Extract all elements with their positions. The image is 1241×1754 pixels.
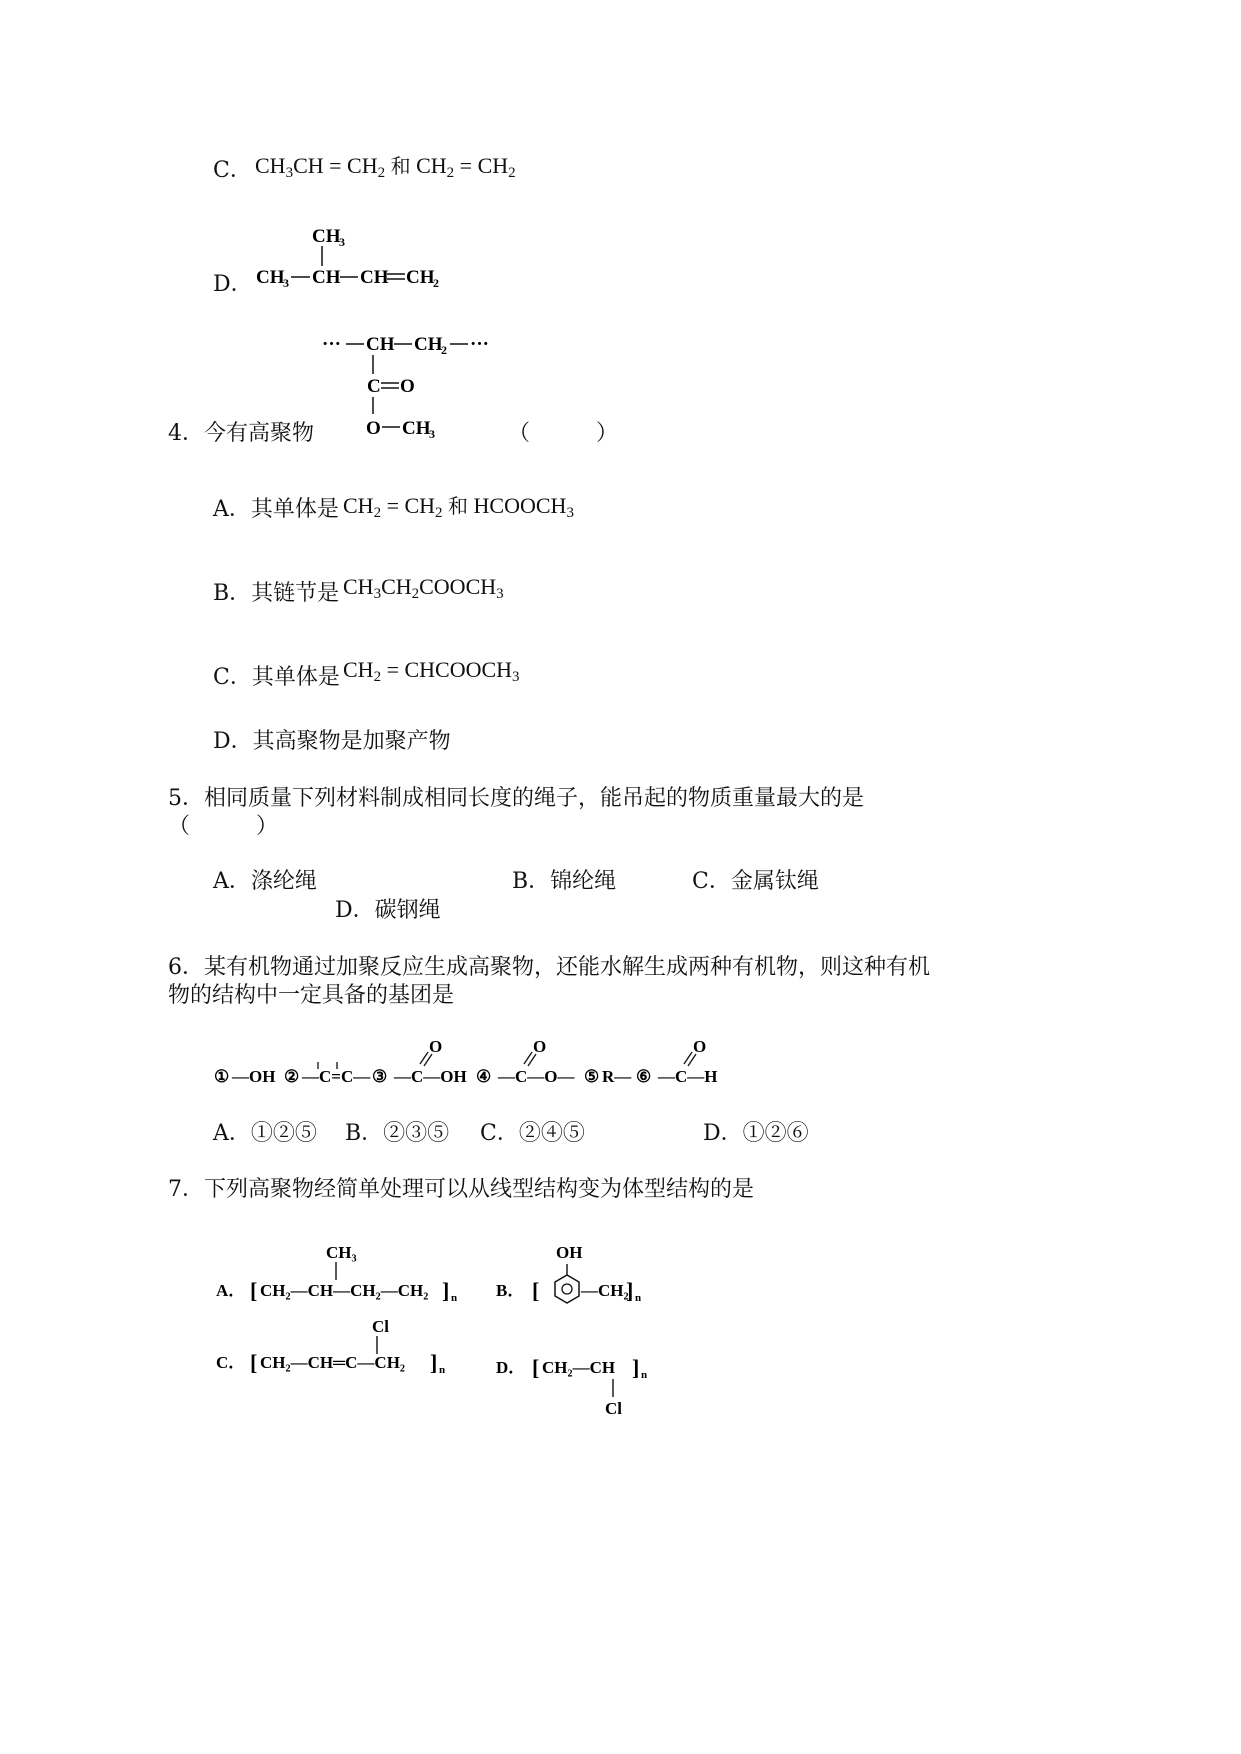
svg-text:④: ④ [476,1067,492,1086]
svg-text:—OH: —OH [232,1067,276,1086]
svg-text:①: ① [214,1067,230,1086]
svg-text:[: [ [250,1350,258,1375]
q6-functional-groups [214,1038,724,1094]
svg-text:R—: R— [602,1067,632,1086]
svg-text:]: ] [632,1355,640,1380]
svg-text:[: [ [532,1355,540,1380]
svg-text:CH: CH [402,418,431,439]
q6-option-c: C．②④⑤ [480,1121,585,1146]
q6-option-d: D．①②⑥ [703,1121,809,1146]
svg-text:CH: CH [312,226,341,247]
svg-text:CH: CH [366,334,395,355]
svg-text:O: O [366,418,381,439]
svg-text:—CH₂: —CH₂ [581,1281,629,1300]
svg-text:A．: A． [216,1281,246,1300]
q4-option-b-text: B．其链节是 [213,581,340,606]
q5-answer-bracket: （ ） [168,814,279,839]
q7-polymer-options [214,1238,664,1423]
svg-text:···: ··· [470,334,490,355]
q6-option-a: A．①②⑤ [213,1121,317,1146]
svg-text:—C—O—: —C—O— [498,1067,575,1086]
svg-text:CH₂—CH═C—CH₂: CH₂—CH═C—CH₂ [260,1353,406,1372]
q4-option-c-text: C．其单体是 [213,665,340,690]
svg-text:⑤: ⑤ [584,1067,600,1086]
q4-option-b-formula: $CH_3CH_2COOCH_3$ [343,574,504,602]
svg-text:···: ··· [322,334,342,355]
q4-option-d-text: D．其高聚物是加聚产物 [213,729,451,754]
svg-text:3: 3 [339,235,345,249]
svg-text:O: O [429,1037,443,1056]
svg-text:O: O [400,376,415,397]
q5-option-c: C．金属钛绳 [692,869,819,894]
svg-text:]: ] [442,1278,450,1303]
svg-text:CH: CH [256,267,285,288]
svg-text:CH: CH [360,267,389,288]
svg-text:—C=C—: —C=C— [302,1067,371,1086]
svg-text:CH₃: CH₃ [326,1243,357,1262]
svg-text:O: O [533,1037,547,1056]
q4-option-a-formula: $CH_2 = CH_2$ 和 $HCOOCH_3$ [343,493,574,521]
svg-text:3: 3 [283,276,289,290]
svg-text:CH: CH [414,334,443,355]
q7-stem: 7．下列高聚物经简单处理可以从线型结构变为体型结构的是 [168,1177,754,1202]
svg-text:2: 2 [441,343,447,357]
q6-option-b: B．②③⑤ [345,1121,450,1146]
svg-text:C．: C． [216,1353,246,1372]
q3-option-c-formula: $CH_3CH = CH_2$ 和 $CH_2 = CH_2$ [255,153,516,181]
svg-text:]: ] [626,1278,634,1303]
svg-text:n: n [641,1369,648,1381]
q4-polymer-structure [320,328,520,448]
q5-option-b: B．锦纶绳 [512,869,617,894]
svg-text:⑥: ⑥ [636,1067,652,1086]
svg-text:C: C [367,376,381,397]
svg-text:CH₂—CH—CH₂—CH₂: CH₂—CH—CH₂—CH₂ [260,1281,429,1300]
svg-text:]: ] [430,1350,438,1375]
svg-text:[: [ [250,1278,258,1303]
svg-text:CH: CH [406,267,435,288]
svg-text:Cl: Cl [372,1317,389,1336]
svg-text:n: n [451,1292,458,1304]
svg-text:2: 2 [433,276,439,290]
svg-text:[: [ [532,1278,540,1303]
svg-text:O: O [693,1037,707,1056]
svg-text:3: 3 [429,427,435,441]
q3-option-c-label: C． [213,158,252,183]
q5-stem: 5．相同质量下列材料制成相同长度的绳子，能吊起的物质重量最大的是 [168,786,864,811]
q4-answer-bracket: （ ） [508,421,619,446]
svg-text:n: n [439,1364,446,1376]
q4-stem: 4．今有高聚物 [168,421,314,446]
q5-option-a: A．涤纶绳 [213,869,317,894]
svg-text:B．: B． [496,1281,525,1300]
svg-text:D．: D． [496,1358,526,1377]
svg-text:—C—H: —C—H [658,1067,718,1086]
svg-text:n: n [635,1292,642,1304]
q5-option-d: D．碳钢绳 [335,898,441,923]
q3-option-d-structure [250,222,450,292]
svg-text:—C—OH: —C—OH [394,1067,467,1086]
q6-stem-line2: 物的结构中一定具备的基团是 [168,983,455,1008]
q3-option-d-label: D． [213,272,253,297]
svg-text:CH₂—CH: CH₂—CH [542,1358,616,1377]
svg-text:③: ③ [372,1067,388,1086]
q4-option-c-formula: $CH_2$ = $CHCOOCH_3$ [343,657,520,685]
svg-text:Cl: Cl [605,1399,622,1418]
svg-text:OH: OH [556,1243,583,1262]
q4-option-a-text: A．其单体是 [213,497,339,522]
svg-text:CH: CH [312,267,341,288]
svg-text:②: ② [284,1067,300,1086]
q6-stem-line1: 6．某有机物通过加聚反应生成高聚物，还能水解生成两种有机物，则这种有机 [168,955,930,980]
